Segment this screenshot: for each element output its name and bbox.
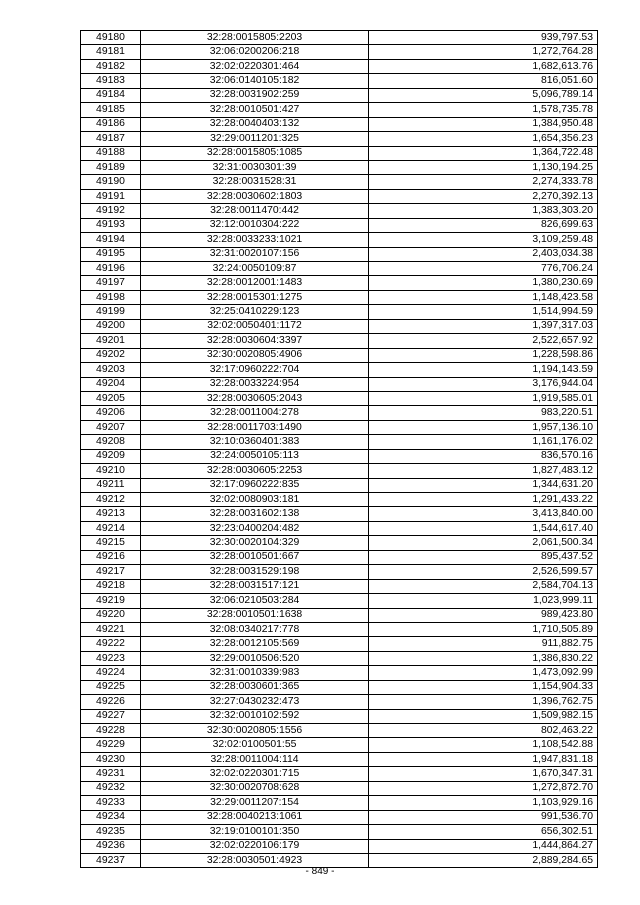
cadastral-number-cell: 32:29:0011201:325 — [141, 132, 369, 146]
table-row — [81, 305, 598, 319]
value-cell: 836,570.16 — [369, 449, 598, 463]
table-body — [81, 31, 598, 868]
cadastral-number-cell: 32:02:0080903:181 — [141, 493, 369, 507]
value-cell: 1,364,722.48 — [369, 146, 598, 160]
table-row — [81, 175, 598, 189]
table-row — [81, 767, 598, 781]
value-cell: 1,473,092.99 — [369, 666, 598, 680]
cadastral-value-table — [80, 30, 598, 868]
cadastral-number-cell: 32:28:0011703:1490 — [141, 420, 369, 434]
row-number-cell: 49212 — [81, 493, 141, 507]
table-row — [81, 189, 598, 203]
table-row — [81, 464, 598, 478]
cadastral-number-cell: 32:28:0031528:31 — [141, 175, 369, 189]
row-number-cell: 49205 — [81, 391, 141, 405]
cadastral-number-cell: 32:02:0100501:55 — [141, 738, 369, 752]
row-number-cell: 49236 — [81, 839, 141, 853]
row-number-cell: 49218 — [81, 579, 141, 593]
table-row — [81, 146, 598, 160]
value-cell: 1,023,999.11 — [369, 594, 598, 608]
value-cell: 1,380,230.69 — [369, 276, 598, 290]
cadastral-number-cell: 32:28:0011470:442 — [141, 204, 369, 218]
value-cell: 1,682,613.76 — [369, 59, 598, 73]
value-cell: 656,302.51 — [369, 825, 598, 839]
value-cell: 1,272,872.70 — [369, 781, 598, 795]
cadastral-number-cell: 32:25:0410229:123 — [141, 305, 369, 319]
row-number-cell: 49234 — [81, 810, 141, 824]
cadastral-number-cell: 32:31:0030301:39 — [141, 160, 369, 174]
value-cell: 1,130,194.25 — [369, 160, 598, 174]
row-number-cell: 49187 — [81, 132, 141, 146]
value-cell: 1,103,929.16 — [369, 796, 598, 810]
value-cell: 2,889,284.65 — [369, 853, 598, 867]
row-number-cell: 49204 — [81, 377, 141, 391]
cadastral-number-cell: 32:19:0100101:350 — [141, 825, 369, 839]
value-cell: 1,509,982.15 — [369, 709, 598, 723]
cadastral-number-cell: 32:02:0220301:715 — [141, 767, 369, 781]
row-number-cell: 49221 — [81, 622, 141, 636]
cadastral-number-cell: 32:28:0015301:1275 — [141, 290, 369, 304]
row-number-cell: 49209 — [81, 449, 141, 463]
value-cell: 2,270,392.13 — [369, 189, 598, 203]
value-cell: 939,797.53 — [369, 31, 598, 45]
value-cell: 826,699.63 — [369, 218, 598, 232]
cadastral-number-cell: 32:30:0020708:628 — [141, 781, 369, 795]
table-row — [81, 117, 598, 131]
row-number-cell: 49210 — [81, 464, 141, 478]
cadastral-number-cell: 32:28:0010501:667 — [141, 550, 369, 564]
row-number-cell: 49215 — [81, 536, 141, 550]
row-number-cell: 49228 — [81, 724, 141, 738]
table-row — [81, 160, 598, 174]
table-row — [81, 796, 598, 810]
cadastral-number-cell: 32:17:0960222:704 — [141, 363, 369, 377]
row-number-cell: 49226 — [81, 695, 141, 709]
row-number-cell: 49192 — [81, 204, 141, 218]
table-row — [81, 738, 598, 752]
value-cell: 5,096,789.14 — [369, 88, 598, 102]
table-row — [81, 420, 598, 434]
table-row — [81, 709, 598, 723]
cadastral-number-cell: 32:28:0031517:121 — [141, 579, 369, 593]
row-number-cell: 49188 — [81, 146, 141, 160]
cadastral-number-cell: 32:28:0010501:1638 — [141, 608, 369, 622]
row-number-cell: 49194 — [81, 233, 141, 247]
cadastral-number-cell: 32:29:0011207:154 — [141, 796, 369, 810]
row-number-cell: 49224 — [81, 666, 141, 680]
cadastral-number-cell: 32:23:0400204:482 — [141, 521, 369, 535]
cadastral-number-cell: 32:08:0340217:778 — [141, 622, 369, 636]
cadastral-number-cell: 32:02:0050401:1172 — [141, 319, 369, 333]
table-row — [81, 319, 598, 333]
cadastral-number-cell: 32:02:0220106:179 — [141, 839, 369, 853]
table-row — [81, 247, 598, 261]
row-number-cell: 49207 — [81, 420, 141, 434]
table-row — [81, 406, 598, 420]
table-row — [81, 59, 598, 73]
cadastral-number-cell: 32:28:0015805:2203 — [141, 31, 369, 45]
table-row — [81, 724, 598, 738]
table-row — [81, 435, 598, 449]
table-row — [81, 536, 598, 550]
row-number-cell: 49202 — [81, 348, 141, 362]
row-number-cell: 49185 — [81, 103, 141, 117]
value-cell: 1,444,864.27 — [369, 839, 598, 853]
table-row — [81, 290, 598, 304]
value-cell: 3,176,944.04 — [369, 377, 598, 391]
row-number-cell: 49201 — [81, 334, 141, 348]
table-row — [81, 233, 598, 247]
cadastral-number-cell: 32:28:0033233:1021 — [141, 233, 369, 247]
table-row — [81, 521, 598, 535]
cadastral-number-cell: 32:28:0011004:114 — [141, 752, 369, 766]
row-number-cell: 49191 — [81, 189, 141, 203]
cadastral-number-cell: 32:12:0010304:222 — [141, 218, 369, 232]
table-row — [81, 132, 598, 146]
row-number-cell: 49237 — [81, 853, 141, 867]
table-row — [81, 334, 598, 348]
value-cell: 2,274,333.78 — [369, 175, 598, 189]
value-cell: 1,514,994.59 — [369, 305, 598, 319]
row-number-cell: 49197 — [81, 276, 141, 290]
cadastral-number-cell: 32:28:0012001:1483 — [141, 276, 369, 290]
value-cell: 816,051.60 — [369, 74, 598, 88]
row-number-cell: 49183 — [81, 74, 141, 88]
table-row — [81, 218, 598, 232]
cadastral-number-cell: 32:17:0960222:835 — [141, 478, 369, 492]
cadastral-number-cell: 32:28:0040403:132 — [141, 117, 369, 131]
value-cell: 1,827,483.12 — [369, 464, 598, 478]
table-row — [81, 204, 598, 218]
cadastral-number-cell: 32:28:0031529:198 — [141, 565, 369, 579]
cadastral-number-cell: 32:28:0030602:1803 — [141, 189, 369, 203]
table-row — [81, 622, 598, 636]
row-number-cell: 49233 — [81, 796, 141, 810]
value-cell: 911,882.75 — [369, 637, 598, 651]
value-cell: 2,061,500.34 — [369, 536, 598, 550]
cadastral-number-cell: 32:28:0012105:569 — [141, 637, 369, 651]
value-cell: 1,578,735.78 — [369, 103, 598, 117]
cadastral-number-cell: 32:32:0010102:592 — [141, 709, 369, 723]
row-number-cell: 49200 — [81, 319, 141, 333]
row-number-cell: 49195 — [81, 247, 141, 261]
row-number-cell: 49231 — [81, 767, 141, 781]
row-number-cell: 49225 — [81, 680, 141, 694]
value-cell: 1,947,831.18 — [369, 752, 598, 766]
value-cell: 1,957,136.10 — [369, 420, 598, 434]
table-row — [81, 88, 598, 102]
cadastral-number-cell: 32:28:0033224:954 — [141, 377, 369, 391]
value-cell: 1,228,598.86 — [369, 348, 598, 362]
value-cell: 776,706.24 — [369, 262, 598, 276]
cadastral-number-cell: 32:30:0020805:4906 — [141, 348, 369, 362]
row-number-cell: 49193 — [81, 218, 141, 232]
value-cell: 1,384,950.48 — [369, 117, 598, 131]
row-number-cell: 49219 — [81, 594, 141, 608]
table-row — [81, 839, 598, 853]
cadastral-number-cell: 32:29:0010506:520 — [141, 651, 369, 665]
table-row — [81, 579, 598, 593]
value-cell: 1,344,631.20 — [369, 478, 598, 492]
value-cell: 1,148,423.58 — [369, 290, 598, 304]
row-number-cell: 49220 — [81, 608, 141, 622]
row-number-cell: 49223 — [81, 651, 141, 665]
table-row — [81, 637, 598, 651]
row-number-cell: 49181 — [81, 45, 141, 59]
value-cell: 1,670,347.31 — [369, 767, 598, 781]
table-row — [81, 31, 598, 45]
table-row — [81, 478, 598, 492]
row-number-cell: 49180 — [81, 31, 141, 45]
value-cell: 1,383,303.20 — [369, 204, 598, 218]
value-cell: 3,109,259.48 — [369, 233, 598, 247]
value-cell: 2,526,599.57 — [369, 565, 598, 579]
cadastral-number-cell: 32:30:0020805:1556 — [141, 724, 369, 738]
value-cell: 1,396,762.75 — [369, 695, 598, 709]
table-row — [81, 594, 598, 608]
cadastral-number-cell: 32:28:0011004:278 — [141, 406, 369, 420]
row-number-cell: 49222 — [81, 637, 141, 651]
row-number-cell: 49184 — [81, 88, 141, 102]
value-cell: 2,584,704.13 — [369, 579, 598, 593]
value-cell: 1,154,904.33 — [369, 680, 598, 694]
row-number-cell: 49203 — [81, 363, 141, 377]
value-cell: 991,536.70 — [369, 810, 598, 824]
cadastral-number-cell: 32:06:0210503:284 — [141, 594, 369, 608]
table-row — [81, 695, 598, 709]
row-number-cell: 49199 — [81, 305, 141, 319]
table-row — [81, 608, 598, 622]
cadastral-number-cell: 32:28:0030605:2253 — [141, 464, 369, 478]
row-number-cell: 49214 — [81, 521, 141, 535]
table-row — [81, 45, 598, 59]
value-cell: 802,463.22 — [369, 724, 598, 738]
row-number-cell: 49189 — [81, 160, 141, 174]
cadastral-number-cell: 32:31:0020107:156 — [141, 247, 369, 261]
cadastral-number-cell: 32:31:0010339:983 — [141, 666, 369, 680]
cadastral-number-cell: 32:28:0030604:3397 — [141, 334, 369, 348]
row-number-cell: 49182 — [81, 59, 141, 73]
row-number-cell: 49235 — [81, 825, 141, 839]
value-cell: 2,522,657.92 — [369, 334, 598, 348]
table-row — [81, 391, 598, 405]
value-cell: 1,654,356.23 — [369, 132, 598, 146]
value-cell: 1,194,143.59 — [369, 363, 598, 377]
value-cell: 989,423.80 — [369, 608, 598, 622]
row-number-cell: 49190 — [81, 175, 141, 189]
cadastral-number-cell: 32:06:0200206:218 — [141, 45, 369, 59]
row-number-cell: 49206 — [81, 406, 141, 420]
row-number-cell: 49213 — [81, 507, 141, 521]
table-row — [81, 550, 598, 564]
value-cell: 1,108,542.88 — [369, 738, 598, 752]
cadastral-number-cell: 32:28:0030601:365 — [141, 680, 369, 694]
cadastral-number-cell: 32:30:0020104:329 — [141, 536, 369, 550]
row-number-cell: 49227 — [81, 709, 141, 723]
row-number-cell: 49232 — [81, 781, 141, 795]
value-cell: 1,272,764.28 — [369, 45, 598, 59]
row-number-cell: 49208 — [81, 435, 141, 449]
table-row — [81, 666, 598, 680]
table-row — [81, 651, 598, 665]
cadastral-number-cell: 32:28:0030501:4923 — [141, 853, 369, 867]
row-number-cell: 49230 — [81, 752, 141, 766]
value-cell: 1,544,617.40 — [369, 521, 598, 535]
row-number-cell: 49211 — [81, 478, 141, 492]
row-number-cell: 49196 — [81, 262, 141, 276]
table-row — [81, 262, 598, 276]
row-number-cell: 49186 — [81, 117, 141, 131]
value-cell: 1,919,585.01 — [369, 391, 598, 405]
row-number-cell: 49217 — [81, 565, 141, 579]
table-row — [81, 825, 598, 839]
cadastral-number-cell: 32:24:0050105:113 — [141, 449, 369, 463]
value-cell: 895,437.52 — [369, 550, 598, 564]
table-row — [81, 363, 598, 377]
table-row — [81, 348, 598, 362]
table-row — [81, 507, 598, 521]
table-row — [81, 74, 598, 88]
cadastral-number-cell: 32:28:0031602:138 — [141, 507, 369, 521]
table-row — [81, 449, 598, 463]
value-cell: 1,291,433.22 — [369, 493, 598, 507]
table-row — [81, 276, 598, 290]
cadastral-number-cell: 32:28:0040213:1061 — [141, 810, 369, 824]
table-row — [81, 680, 598, 694]
table-row — [81, 565, 598, 579]
cadastral-number-cell: 32:10:0360401:383 — [141, 435, 369, 449]
table-row — [81, 810, 598, 824]
value-cell: 2,403,034.38 — [369, 247, 598, 261]
table-row — [81, 752, 598, 766]
row-number-cell: 49198 — [81, 290, 141, 304]
cadastral-number-cell: 32:02:0220301:464 — [141, 59, 369, 73]
value-cell: 1,710,505.89 — [369, 622, 598, 636]
page-number: - 849 - — [305, 866, 335, 877]
cadastral-number-cell: 32:27:0430232:473 — [141, 695, 369, 709]
cadastral-number-cell: 32:28:0031902:259 — [141, 88, 369, 102]
value-cell: 1,397,317.03 — [369, 319, 598, 333]
table-row — [81, 781, 598, 795]
table-row — [81, 103, 598, 117]
cadastral-number-cell: 32:28:0015805:1085 — [141, 146, 369, 160]
value-cell: 1,386,830.22 — [369, 651, 598, 665]
cadastral-number-cell: 32:24:0050109:87 — [141, 262, 369, 276]
row-number-cell: 49229 — [81, 738, 141, 752]
table-row — [81, 377, 598, 391]
cadastral-number-cell: 32:28:0030605:2043 — [141, 391, 369, 405]
value-cell: 1,161,176.02 — [369, 435, 598, 449]
cadastral-number-cell: 32:28:0010501:427 — [141, 103, 369, 117]
cadastral-number-cell: 32:06:0140105:182 — [141, 74, 369, 88]
value-cell: 3,413,840.00 — [369, 507, 598, 521]
row-number-cell: 49216 — [81, 550, 141, 564]
table-row — [81, 493, 598, 507]
value-cell: 983,220.51 — [369, 406, 598, 420]
